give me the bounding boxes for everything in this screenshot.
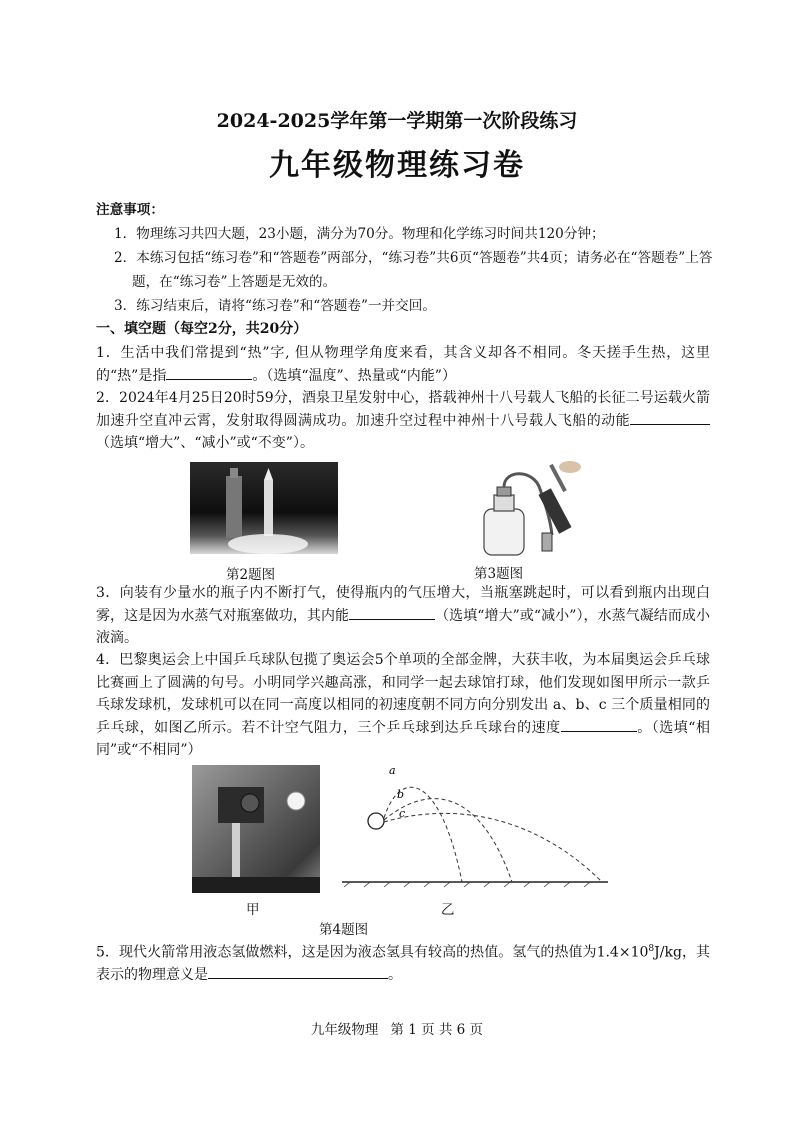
traj-label-c: c xyxy=(399,807,406,820)
notes-item-3: 3．练习结束后，请将“练习卷”和“答题卷”一并交回。 xyxy=(114,298,436,314)
notes-heading: 注意事项： xyxy=(96,202,164,218)
q3-answer-blank[interactable] xyxy=(349,605,435,620)
fig3-caption: 第3题图 xyxy=(474,566,524,582)
q4-answer-blank[interactable] xyxy=(561,717,637,732)
q5-value-base: 1.4×10 xyxy=(596,944,649,961)
q5-text: 5．现代火箭常用液态氢做燃料，这是因为液态氢具有较高的热值。氢气的热值为 xyxy=(96,944,597,961)
exam-subtitle: 九年级物理练习卷 xyxy=(269,148,525,183)
notes-item-2: 2．本练习包括“练习卷”和“答题卷”两部分，“练习卷”共6页“答题卷”共4页；请务必在“答题卷”上答题，在“练习卷”上答题是无效的。 xyxy=(114,250,713,290)
q2-text-after: （选填“增大”、“减小”或“不变”）。 xyxy=(96,435,314,451)
q5-value-unit: J/kg，其表示的物理意义是 xyxy=(96,944,710,984)
q1-text: 1．生活中我们常提到“热”字, 但从物理学角度来看，其含义却各不相同。冬天搓手生热，这里的“热”是指 xyxy=(96,345,710,384)
q5-text-after: 。 xyxy=(388,967,402,984)
rocket-icon xyxy=(190,462,338,554)
bottle-pump-figure xyxy=(478,455,598,559)
q5-value-exp: 8 xyxy=(648,944,655,954)
question-1 xyxy=(96,342,710,387)
notes-block xyxy=(96,198,736,318)
q3-text: 3．向装有少量水的瓶子内不断打气，使得瓶内的气压增大，当瓶塞跳起时，可以看到瓶内出现白雾，这是因为水蒸气对瓶塞做功，其内能 xyxy=(96,585,710,624)
rocket-launch-photo xyxy=(190,462,338,554)
section-title: 一、填空题（每空2分，共20分） xyxy=(96,321,308,337)
q1-answer-blank[interactable] xyxy=(166,365,252,380)
question-2 xyxy=(96,387,710,455)
q2-answer-blank[interactable] xyxy=(630,410,710,425)
footer-page: 第 1 页 共 6 页 xyxy=(390,1022,484,1038)
exam-title: 2024-2025学年第一学期第一次阶段练习 xyxy=(216,110,578,132)
q4-text: 4．巴黎奥运会上中国乒乓球队包揽了奥运会5个单项的全部金牌，大获丰收，为本届奥运会乒乓球比赛画上了圆满的句号。小明同学兴趣高涨，和同学一起去球馆打球，他们发现如图甲所示一款乒乓球发球机，发球机可以在同一高度以相同的初速度朝不同方向分别发出 a、b、c 三个质量相同的乒乓球，如图乙所示。若不计空气阻力，三个乒乓球到达乒乓球台的速度 xyxy=(96,652,710,736)
traj-label-a: a xyxy=(389,764,396,777)
fig4-caption: 第4题图 xyxy=(319,922,369,938)
trajectory-diagram xyxy=(340,760,610,888)
traj-label-b: b xyxy=(397,788,405,801)
fig2-caption: 第2题图 xyxy=(226,567,276,583)
fig4-label-jia: 甲 xyxy=(246,902,260,918)
page-footer xyxy=(0,1018,794,1038)
q2-text: 2．2024年4月25日20时59分，酒泉卫星发射中心，搭载神州十八号载人飞船的长征二号运载火箭加速升空直冲云霄，发射取得圆满成功。加速升空过程中神州十八号载人飞船的动能 xyxy=(96,390,710,429)
q1-text-after: 。（选填“温度”、热量或“内能”） xyxy=(252,367,456,384)
fig4-label-yi: 乙 xyxy=(441,902,455,918)
notes-item-1: 1．物理练习共四大题，23小题，满分为70分。物理和化学练习时间共120分钟； xyxy=(114,226,605,242)
serve-machine-photo xyxy=(192,765,320,893)
q4-text-after: 。（选填“相同”或“不相同”） xyxy=(96,719,710,758)
question-3 xyxy=(96,582,710,650)
q5-answer-blank[interactable] xyxy=(208,964,388,979)
question-4 xyxy=(96,649,710,762)
serve-machine-icon xyxy=(192,765,320,893)
q3-text-after: （选填“增大”或“减小”），水蒸气凝结而成小液滴。 xyxy=(96,607,710,646)
question-5 xyxy=(96,938,710,987)
footer-subject: 九年级物理 xyxy=(310,1022,379,1038)
